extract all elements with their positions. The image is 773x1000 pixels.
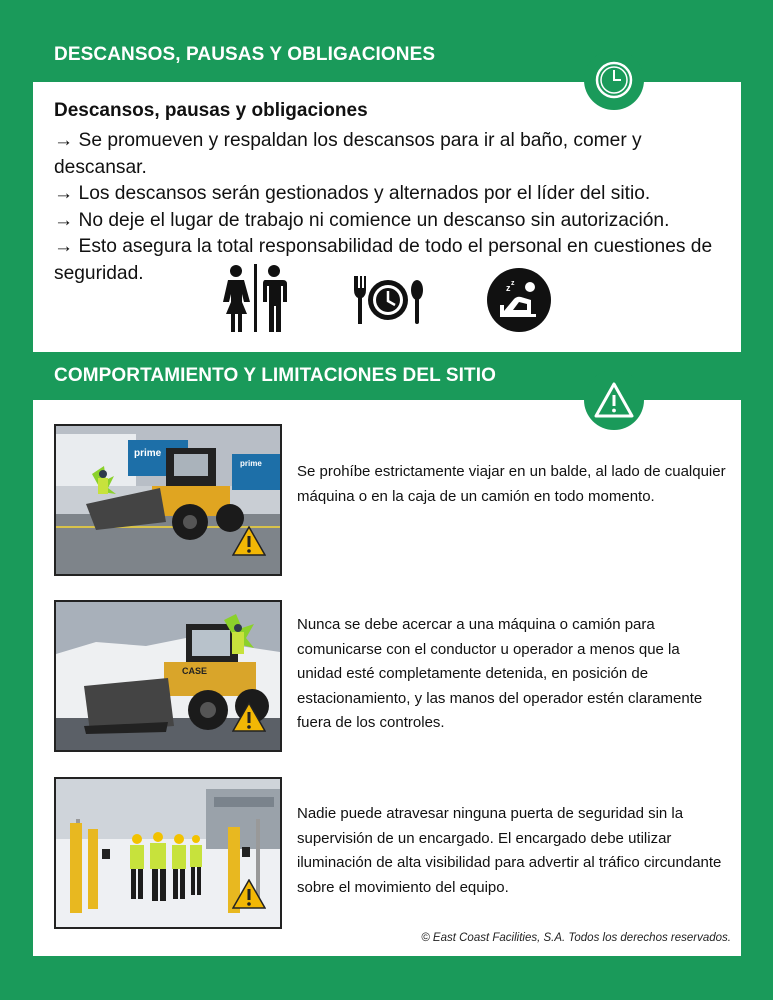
rule3-image [54, 777, 282, 929]
warning-badge [584, 370, 644, 430]
section2-title: COMPORTAMIENTO Y LIMITACIONES DEL SITIO [54, 365, 496, 386]
rule1-image [54, 424, 282, 576]
rule2-image [54, 600, 282, 752]
section1-panel [33, 82, 741, 352]
warning-icon [232, 879, 266, 909]
bullet-item: → Esto asegura la total responsabilidad de todo el personal en cuestiones de seguridad. [54, 236, 713, 284]
footer-copyright: © East Coast Facilities, S.A. Todos los derechos reservados. [421, 932, 731, 944]
clock-icon [594, 60, 634, 100]
case-label: CASE [182, 666, 208, 676]
rule1-text: Se prohíbe estrictamente viajar en un balde, al lado de cualquier máquina o en la caja de un camión en todo momento. [297, 463, 726, 505]
clock-badge [584, 50, 644, 110]
bullet-item: → Los descansos serán gestionados y alternados por el líder del sitio. [54, 183, 651, 204]
bullet-item: → No deje el lugar de trabajo ni comience un descanso sin autorización. [54, 209, 670, 231]
rest-icon [486, 267, 552, 333]
bullet-item: → Se promueven y respaldan los descansos para ir al baño, comer y descansar. [54, 130, 642, 178]
section2-panel [33, 400, 741, 956]
section1-subtitle: Descansos, pausas y obligaciones [54, 100, 368, 121]
svg-text:z: z [506, 283, 511, 293]
prime-label: prime [240, 459, 262, 468]
prime-label: prime [134, 448, 162, 459]
rule3-text: Nadie puede atravesar ninguna puerta de seguridad sin la supervisión de un encargado. El encargado debe utilizar iluminación de alta visibilidad para advertir al tráfico circundante sobre el movimiento del equipo. [297, 805, 722, 896]
warning-icon [593, 381, 635, 419]
section1-bullets [54, 128, 734, 287]
rule2-text: Nunca se debe acercar a una máquina o camión para comunicarse con el conductor u operador a menos que la unidad esté completamente detenida, en posición de estacionamiento, y las manos del operador estén claramente fuera de los controles. [297, 616, 703, 731]
warning-icon [232, 526, 266, 556]
meal-break-icon [351, 274, 425, 326]
warning-icon [232, 702, 266, 732]
section1-title: DESCANSOS, PAUSAS Y OBLIGACIONES [54, 44, 436, 65]
svg-text:z: z [511, 280, 515, 287]
restroom-icon [220, 264, 292, 332]
